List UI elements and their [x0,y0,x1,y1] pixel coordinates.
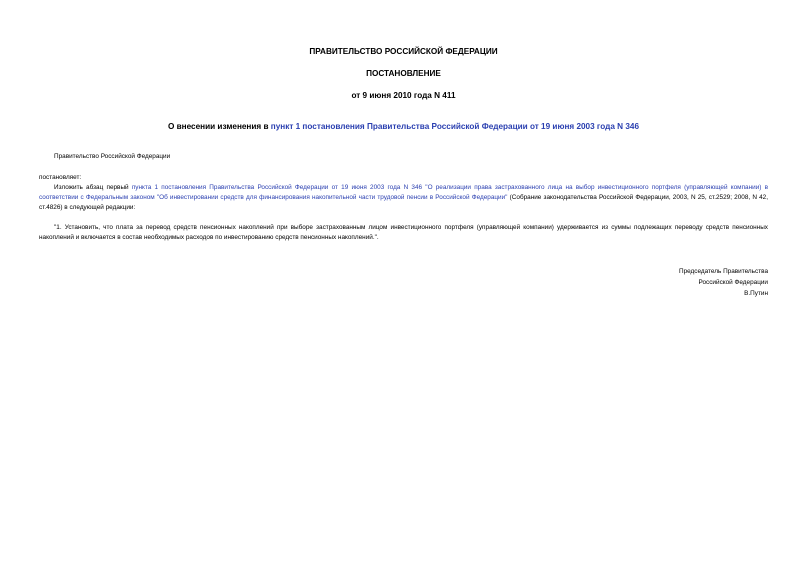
subject-prefix: О внесении изменения в [167,122,271,131]
signature-title-2: Российской Федерации [698,279,768,286]
signature-name: В.Путин [744,290,768,297]
government-line: Правительство Российской Федерации [54,153,171,160]
para1-text-b: (Собрание законодательства Российской Федерации, 2003, N 25, ст.2529; 2008, N 42, ст.4826) в следующей редакции: [39,194,768,211]
decrees-line: постановляет: [39,174,82,181]
paragraph-new-wording: "1. Установить, что плата за перевод средств пенсионных накоплений при выборе застрахованным лицом инвестиционного портфеля (управляющей компании) удерживается из суммы подлежащих переводу средств пенсионных накоплений и включается в состав необходимых расходов по инвестированию средств пенсионных накоплений.". [39,224,768,241]
para1-link[interactable]: пункта 1 постановления Правительства Российской Федерации от 19 июня 2003 года N 346 "О реализации права застрахованного лица на выбор инвестиционного портфеля (управляющей компании) в соответствии с Федеральным законом "Об инвестировании средств для финансирования накопительной части трудовой пенсии в Российской Федерации" [39,184,769,201]
para1-text-a: Изложить абзац первый [54,184,132,191]
document-date-number: от 9 июня 2010 года N 411 [351,91,456,100]
subject-link[interactable]: пункт 1 постановления Правительства Российской Федерации от 19 июня 2003 года N 346 [270,122,640,131]
issuer-title: ПРАВИТЕЛЬСТВО РОССИЙСКОЙ ФЕДЕРАЦИИ [309,47,498,56]
document-type: ПОСТАНОВЛЕНИЕ [366,69,441,78]
paragraph-amendment [39,183,768,213]
document-subject [0,122,807,131]
signature-block [518,266,768,299]
signature-title-1: Председатель Правительства [679,268,768,275]
